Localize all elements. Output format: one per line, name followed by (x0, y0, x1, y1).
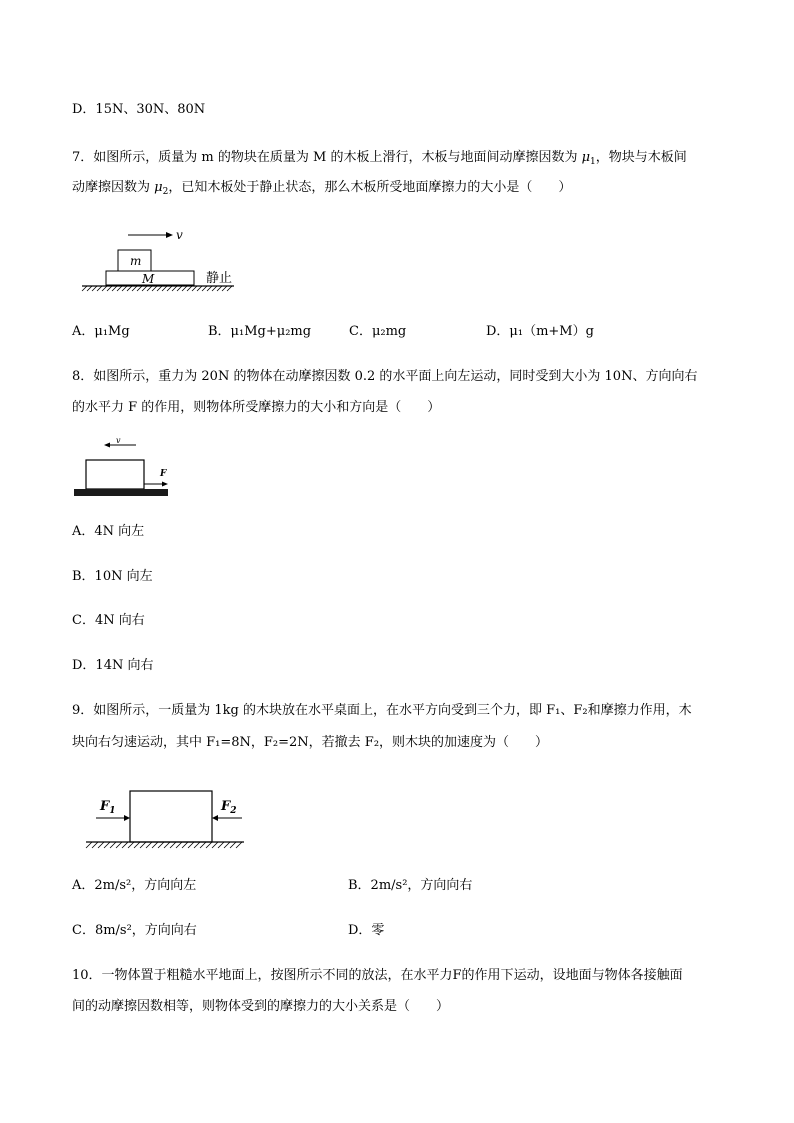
ground-hatch (134, 842, 140, 848)
q8-figure (72, 436, 176, 500)
q9-option-c: C．8m/s²，方向向右 (72, 923, 197, 938)
velocity-label: v (116, 436, 121, 445)
q8-stem-line1: 8．如图所示，重力为 20N 的物体在动摩擦因数 0.2 的水平面上向左运动，同时受到大小为 10N、方向向右 (72, 369, 698, 384)
q7-option-b: B．μ₁Mg+μ₂mg (208, 324, 312, 339)
ground-hatch (117, 286, 122, 291)
ground-hatch (188, 842, 194, 848)
q7-stem-line2 (72, 179, 571, 201)
wood-block (130, 791, 212, 842)
q10-stem-line1: 10．一物体置于粗糙水平地面上，按图所示不同的放法，在水平力F的作用下运动，设地面与物体各接触面 (72, 968, 683, 983)
q7-option-d: D．μ₁（m+M）g (486, 324, 594, 339)
ground-hatch (87, 286, 92, 291)
ground-hatch (82, 286, 87, 291)
q7-option-c: C．μ₂mg (349, 324, 407, 339)
ground-hatch (137, 286, 142, 291)
mu-symbol: μ (154, 180, 163, 195)
ground-hatch (128, 842, 134, 848)
mu-subscript: 1 (590, 157, 596, 167)
ground-hatch (140, 842, 146, 848)
ground-hatch (182, 842, 188, 848)
q9-figure (84, 786, 248, 850)
force-f-label: F (160, 469, 167, 479)
ground-hatch (122, 842, 128, 848)
ground-hatch (132, 286, 137, 291)
q9-option-a: A．2m/s²，方向向左 (72, 878, 197, 893)
object-block (86, 460, 144, 489)
ground-hatch (98, 842, 104, 848)
ground-hatch (152, 286, 157, 291)
ground-hatch (152, 842, 158, 848)
force-f2-label: $F_2$ (221, 799, 237, 816)
ground-hatch (227, 286, 232, 291)
q9-option-b: B．2m/s²，方向向右 (348, 878, 473, 893)
ground-hatch (172, 286, 177, 291)
ground-hatch (224, 842, 230, 848)
ground-hatch (146, 842, 152, 848)
ground-hatch (200, 842, 206, 848)
block-m-label: m (130, 254, 142, 268)
q7-option-a: A．μ₁Mg (72, 324, 130, 339)
ground-hatch (102, 286, 107, 291)
ground-hatch (162, 286, 167, 291)
q8-option-d: D．14N 向右 (72, 658, 154, 673)
ground-hatch (158, 842, 164, 848)
ground-hatch (222, 286, 227, 291)
ground-hatch (107, 286, 112, 291)
board-m-label: M (142, 272, 155, 286)
ground-hatch (147, 286, 152, 291)
q9-option-d: D．零 (348, 923, 385, 938)
ground-hatch (104, 842, 110, 848)
ground-hatch (194, 842, 200, 848)
q7-stem-line1-tail: ，物块与木板间 (595, 150, 687, 165)
ground-hatch (217, 286, 222, 291)
ground-hatch (127, 286, 132, 291)
ground-hatch (197, 286, 202, 291)
q7-stem-line1-text: 7．如图所示，质量为 m 的物块在质量为 M 的木板上滑行，木板与地面间动摩擦因数为 (72, 150, 582, 165)
ground-hatch (176, 842, 182, 848)
q7-stem-line2-tail: ，已知木板处于静止状态，那么木板所受地面摩擦力的大小是（ ） (168, 180, 572, 195)
ground-hatch (218, 842, 224, 848)
q8-option-c: C．4N 向右 (72, 613, 145, 628)
q7-stem-line2-text: 动摩擦因数为 (72, 180, 155, 195)
ground-hatch (112, 286, 117, 291)
ground-hatch (86, 842, 92, 848)
ground-hatch (110, 842, 116, 848)
ground-hatch (97, 286, 102, 291)
ground-hatch (167, 286, 172, 291)
q8-stem-line2: 的水平力 F 的作用，则物体所受摩擦力的大小和方向是（ ） (72, 400, 441, 415)
ground-hatch (92, 842, 98, 848)
ground-hatch (187, 286, 192, 291)
q10-stem-line2: 间的动摩擦因数相等，则物体受到的摩擦力的大小关系是（ ） (72, 999, 450, 1014)
ground-hatch (92, 286, 97, 291)
ground-hatch (192, 286, 197, 291)
q8-option-a: A．4N 向左 (72, 524, 145, 539)
ground-hatch (230, 842, 236, 848)
ground-hatch (177, 286, 182, 291)
ground-hatch (202, 286, 207, 291)
ground-hatch (236, 842, 242, 848)
ground-hatch (157, 286, 162, 291)
q7-stem-line1 (72, 149, 687, 171)
q8-option-b: B．10N 向左 (72, 569, 153, 584)
q6-option-d: D．15N、30N、80N (72, 102, 206, 117)
velocity-label: v (176, 228, 183, 242)
ground-hatch (164, 842, 170, 848)
mu-subscript: 2 (162, 187, 169, 197)
ground-hatch (170, 842, 176, 848)
ground-surface (74, 489, 168, 496)
q7-figure (78, 222, 248, 298)
static-label: 静止 (206, 271, 233, 286)
force-f1-label: $F_1$ (100, 799, 116, 816)
ground-hatch (212, 842, 218, 848)
ground-hatch (182, 286, 187, 291)
q9-stem-line2: 块向右匀速运动，其中 F₁=8N，F₂=2N，若撤去 F₂，则木块的加速度为（ ） (72, 735, 549, 750)
ground-hatch (212, 286, 217, 291)
ground-hatch (142, 286, 147, 291)
q9-stem-line1: 9．如图所示，一质量为 1kg 的木块放在水平桌面上，在水平方向受到三个力，即 F₁、F₂和摩擦力作用，木 (72, 703, 692, 718)
ground-hatch (122, 286, 127, 291)
mu-symbol: μ (581, 150, 591, 165)
ground-hatch (207, 286, 212, 291)
ground-hatch (206, 842, 212, 848)
ground-hatch (116, 842, 122, 848)
